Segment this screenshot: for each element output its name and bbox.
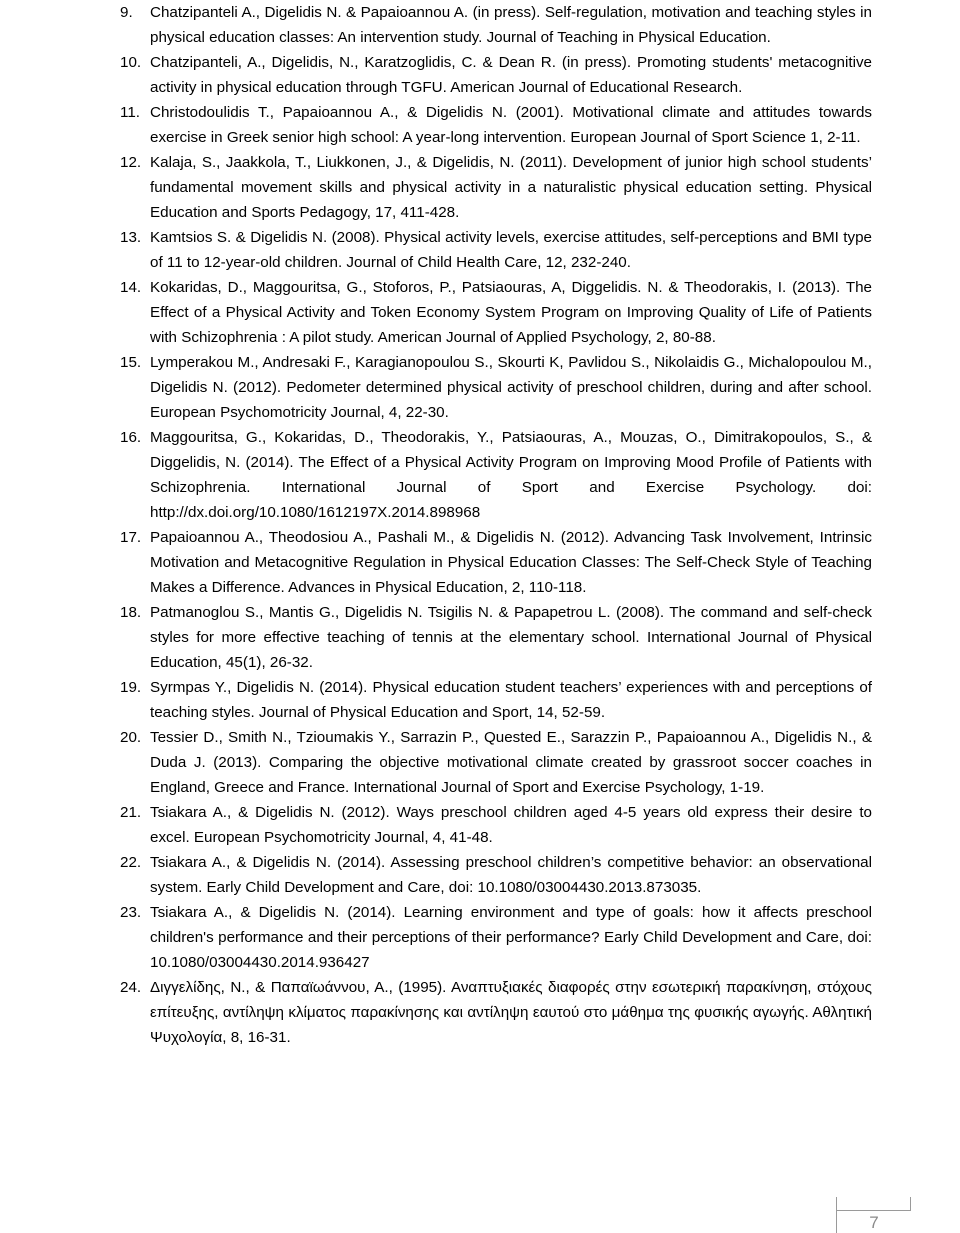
reference-number: 23. xyxy=(120,904,142,921)
reference-item xyxy=(120,675,872,725)
reference-text: Tsiakara A., & Digelidis N. (2012). Ways preschool children aged 4-5 years old express their desire to excel. European Psychomotricity Journal, 4, 41-48. xyxy=(150,804,872,846)
reference-text: Kokaridas, D., Maggouritsa, G., Stoforos, P., Patsiaouras, A, Diggelidis. N. & Theodorakis, I. (2013). The Effect of a Physical Activity and Token Economy System Program on Improving Quality of Life of Patients with Schizophrenia : A pilot study. American Journal of Applied Psychology, 2, 80-88. xyxy=(150,279,872,346)
reference-number: 12. xyxy=(120,154,142,171)
reference-item xyxy=(120,50,872,100)
reference-text: Patmanoglou S., Mantis G., Digelidis N. Tsigilis N. & Papapetrou L. (2008). The command and self-check styles for more effective teaching of tennis at the elementary school. International Journal of Physical Education, 45(1), 26-32. xyxy=(150,604,872,671)
reference-item xyxy=(120,900,872,975)
reference-number: 24. xyxy=(120,979,142,996)
reference-item xyxy=(120,600,872,675)
reference-text: Διγγελίδης, Ν., & Παπαϊωάννου, Α., (1995). Αναπτυξιακές διαφορές στην εσωτερική παρακίνηση, στόχους επίτευξης, αντίληψη κλίματος παρακίνησης και αντίληψη εαυτού στο μάθημα της φυσικής αγωγής. Αθλητική Ψυχολογία, 8, 16-31. xyxy=(150,979,872,1046)
reference-item xyxy=(120,150,872,225)
reference-text: Tessier D., Smith N., Tzioumakis Y., Sarrazin P., Quested E., Sarazzin P., Papaioannou A., Digelidis N., & Duda J. (2013). Comparing the objective motivational climate created by grassroot soccer coaches in England, Greece and France. International Journal of Sport and Exercise Psychology, 1-19. xyxy=(150,729,872,796)
reference-text: Maggouritsa, G., Kokaridas, D., Theodorakis, Y., Patsiaouras, A., Mouzas, O., Dimitrakopoulos, S., & Diggelidis, N. (2014). The Effect of a Physical Activity Program on Improving Mood Profile of Patients with Schizophrenia. International Journal of Sport and Exercise Psychology. doi: http://dx.doi.org/10.1080/1612197X.2014.898968 xyxy=(150,429,872,521)
reference-item xyxy=(120,975,872,1050)
reference-item xyxy=(120,425,872,525)
reference-number: 10. xyxy=(120,54,142,71)
reference-item xyxy=(120,800,872,850)
reference-text: Chatzipanteli A., Digelidis N. & Papaioannou A. (in press). Self-regulation, motivation and teaching styles in physical education classes: An intervention study. Journal of Teaching in Physical Education. xyxy=(150,4,872,46)
reference-text: Tsiakara A., & Digelidis N. (2014). Learning environment and type of goals: how it affects preschool children's performance and their perceptions of their performance? Early Child Development and Care, doi: 10.1080/03004430.2014.936427 xyxy=(150,904,872,971)
reference-item xyxy=(120,350,872,425)
reference-item xyxy=(120,100,872,150)
reference-number: 14. xyxy=(120,279,142,296)
reference-number: 17. xyxy=(120,529,142,546)
reference-list xyxy=(120,0,872,1050)
reference-text: Chatzipanteli, A., Digelidis, N., Karatzoglidis, C. & Dean R. (in press). Promoting students' metacognitive activity in physical education through TGFU. American Journal of Educational Research. xyxy=(150,54,872,96)
reference-number: 18. xyxy=(120,604,142,621)
reference-item xyxy=(120,225,872,275)
reference-text: Tsiakara A., & Digelidis N. (2014). Assessing preschool children’s competitive behavior: an observational system. Early Child Development and Care, doi: 10.1080/03004430.2013.873035. xyxy=(150,854,872,896)
reference-item xyxy=(120,725,872,800)
reference-number: 15. xyxy=(120,354,142,371)
reference-number: 13. xyxy=(120,229,142,246)
reference-text: Christodoulidis T., Papaioannou A., & Digelidis N. (2001). Motivational climate and attitudes towards exercise in Greek senior high school: A year-long intervention. European Journal of Sport Science 1, 2-11. xyxy=(150,104,872,146)
reference-item xyxy=(120,275,872,350)
reference-text: Syrmpas Y., Digelidis N. (2014). Physical education student teachers’ experiences with and perceptions of teaching styles. Journal of Physical Education and Sport, 14, 52-59. xyxy=(150,679,872,721)
page-number: 7 xyxy=(869,1213,879,1232)
reference-number: 16. xyxy=(120,429,142,446)
reference-item xyxy=(120,525,872,600)
reference-text: Lymperakou M., Andresaki F., Karagianopoulou S., Skourti K, Pavlidou S., Nikolaidis G., Michalopoulou M., Digelidis N. (2012). Pedometer determined physical activity of preschool children, during and after school. European Psychomotricity Journal, 4, 22-30. xyxy=(150,354,872,421)
reference-text: Papaioannou A., Theodosiou A., Pashali M., & Digelidis N. (2012). Advancing Task Involvement, Intrinsic Motivation and Metacognitive Regulation in Physical Education Classes: The Self-Check Style of Teaching Makes a Difference. Advances in Physical Education, 2, 110-118. xyxy=(150,529,872,596)
reference-text: Kalaja, S., Jaakkola, T., Liukkonen, J., & Digelidis, N. (2011). Development of junior high school students’ fundamental movement skills and physical activity in a naturalistic physical education setting. Physical Education and Sports Pedagogy, 17, 411-428. xyxy=(150,154,872,221)
reference-number: 22. xyxy=(120,854,142,871)
reference-number: 11. xyxy=(120,104,140,121)
reference-item xyxy=(120,0,872,50)
reference-number: 20. xyxy=(120,729,142,746)
reference-number: 21. xyxy=(120,804,142,821)
reference-item xyxy=(120,850,872,900)
page-number-box xyxy=(836,1210,910,1233)
reference-text: Kamtsios S. & Digelidis N. (2008). Physical activity levels, exercise attitudes, self-perceptions and BMI type of 11 to 12-year-old children. Journal of Child Health Care, 12, 232-240. xyxy=(150,229,872,271)
reference-number: 9. xyxy=(120,4,133,21)
reference-number: 19. xyxy=(120,679,142,696)
